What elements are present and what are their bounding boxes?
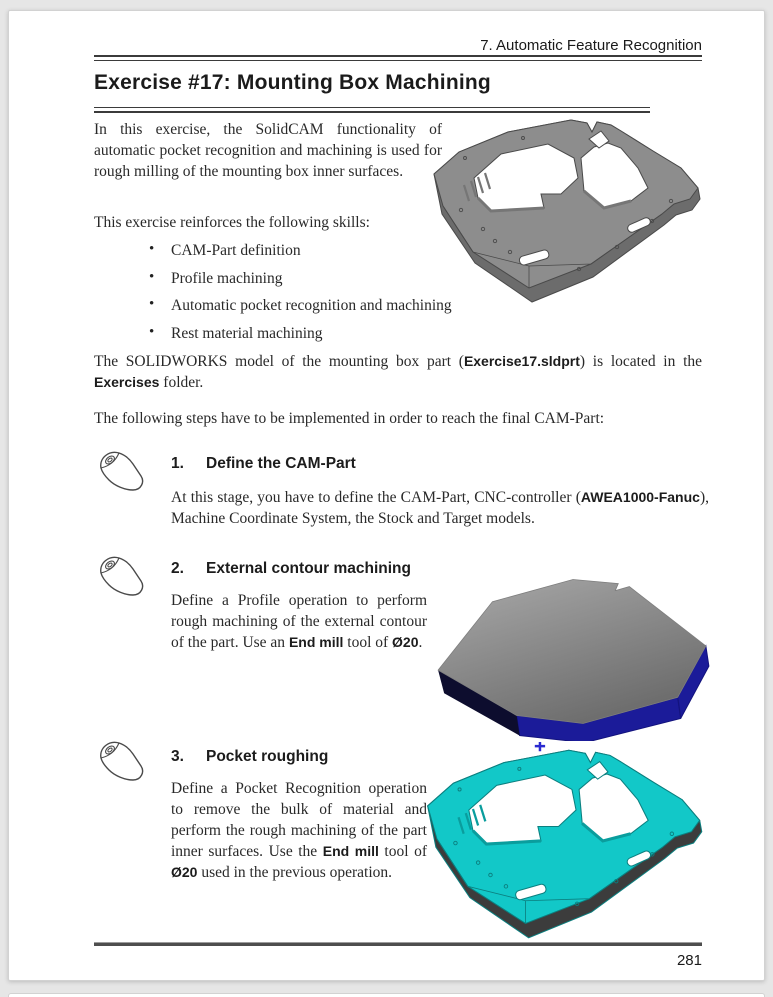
tool-name: End mill xyxy=(322,843,379,859)
step-title: External contour machining xyxy=(206,560,411,577)
step-number: 1. xyxy=(171,455,184,472)
pocket-roughing-result-image xyxy=(422,741,728,943)
tool-name: End mill xyxy=(288,634,344,650)
contour-result-svg xyxy=(424,559,726,741)
origin-marker xyxy=(535,742,545,751)
document-page xyxy=(8,10,765,981)
footer-rule xyxy=(94,942,702,946)
step-number: 3. xyxy=(171,748,184,765)
next-page-edge xyxy=(8,993,765,997)
mouse-icon xyxy=(93,738,149,786)
text-segment: used in the previous operation. xyxy=(197,864,393,881)
skill-item: • CAM-Part definition xyxy=(149,242,599,259)
controller-name: AWEA1000-Fanuc xyxy=(580,489,700,505)
mouse-icon xyxy=(93,448,149,496)
text-segment: The SOLIDWORKS model of the mounting box part ( xyxy=(94,353,464,370)
step-body xyxy=(171,487,709,529)
text-segment: tool of xyxy=(378,843,427,860)
intro-paragraph: In this exercise, the SolidCAM functionality of automatic pocket recognition and machining is used for rough milling of the mounting box inner surfaces. xyxy=(94,121,442,180)
pocket-result-svg xyxy=(422,741,728,943)
skills-list xyxy=(149,242,599,352)
text-segment: folder. xyxy=(159,374,204,391)
tool-diameter: Ø20 xyxy=(392,634,419,650)
skill-item: • Automatic pocket recognition and machining xyxy=(149,297,599,314)
text-segment: . xyxy=(418,634,423,651)
folder-name: Exercises xyxy=(94,374,160,390)
external-contour-result-image xyxy=(424,559,726,741)
mouse-icon xyxy=(93,553,149,601)
chapter-header: 7. Automatic Feature Recognition xyxy=(480,37,702,54)
text-segment: At this stage, you have to define the CAM-Part, CNC-controller ( xyxy=(171,489,581,506)
tool-diameter: Ø20 xyxy=(171,864,198,880)
step-body xyxy=(171,590,427,653)
page-title: Exercise #17: Mounting Box Machining xyxy=(94,71,491,94)
step-body xyxy=(171,778,427,883)
text-segment: ), Machine Coordinate System, the Stock and Target models. xyxy=(171,489,709,527)
text-segment: Define a Profile operation to perform rough machining of the external contour of the part. Use an xyxy=(171,592,427,651)
steps-intro: The following steps have to be implemented in order to reach the final CAM-Part: xyxy=(94,410,605,427)
file-name: Exercise17.sldprt xyxy=(463,353,580,369)
model-location-paragraph xyxy=(94,351,702,393)
header-rule xyxy=(94,55,702,61)
skills-intro: This exercise reinforces the following skills: xyxy=(94,214,370,231)
text-segment: tool of xyxy=(343,634,393,651)
step-title: Define the CAM-Part xyxy=(206,455,356,472)
step-number: 2. xyxy=(171,560,184,577)
text-segment: Define a Pocket Recognition operation to remove the bulk of material and perform the rough machining of the part inner surfaces. Use the xyxy=(171,780,427,860)
skill-item: • Rest material machining xyxy=(149,325,599,342)
step-title: Pocket roughing xyxy=(206,748,329,765)
skill-item: • Profile machining xyxy=(149,270,599,287)
text-segment: ) is located in the xyxy=(579,353,702,370)
page-number: 281 xyxy=(676,952,702,969)
